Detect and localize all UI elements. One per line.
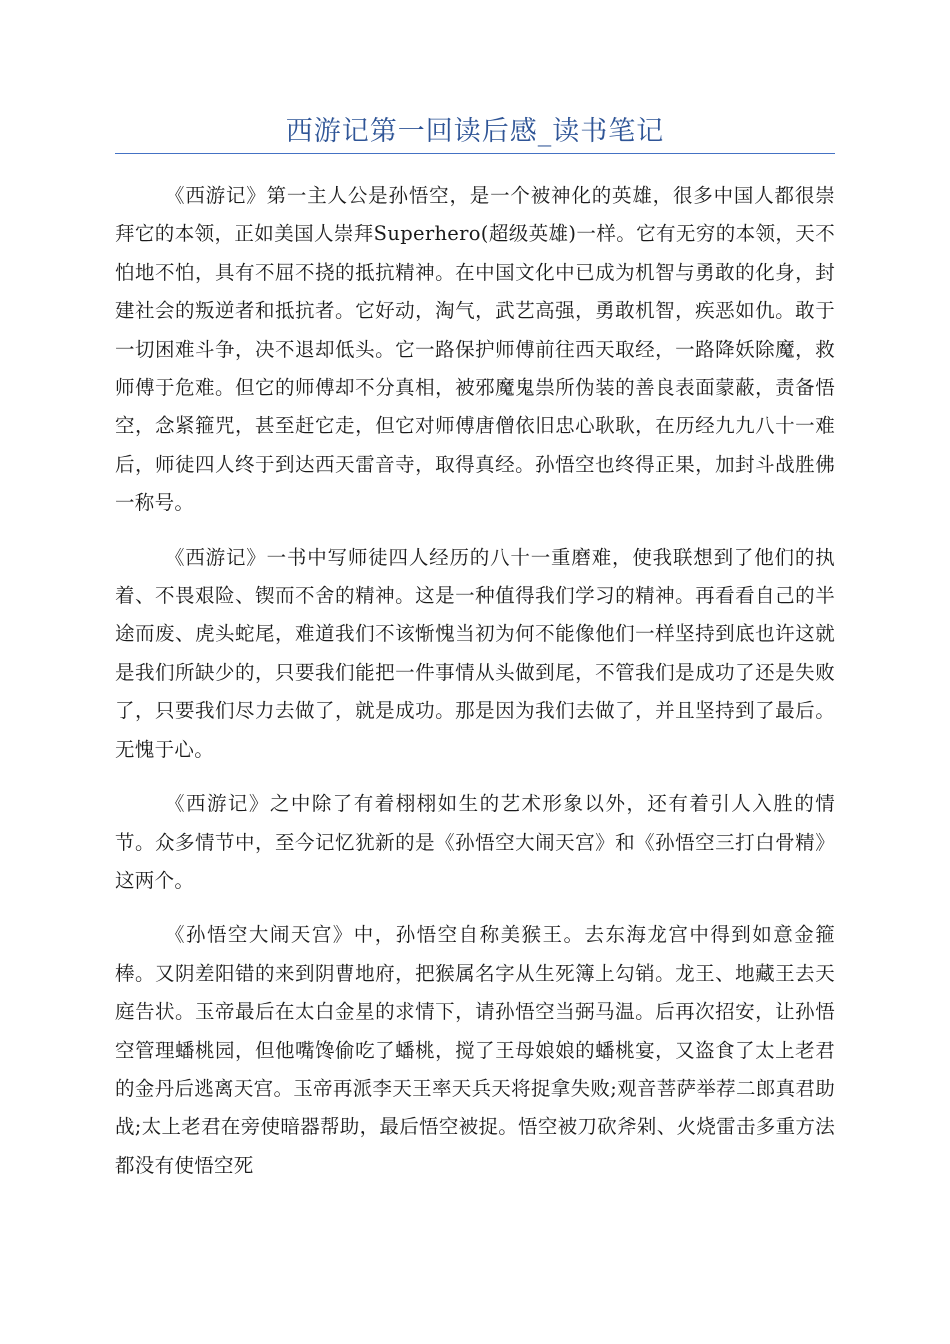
paragraph-1: 《西游记》第一主人公是孙悟空，是一个被神化的英雄，很多中国人都很崇拜它的本领，正如美国人崇拜Superhero(超级英雄)一样。它有无穷的本领，天不怕地不怕，具有不屈不挠的抵抗精神。在中国文化中已成为机智与勇敢的化身，封建社会的叛逆者和抵抗者。它好动，淘气，武艺高强，勇敢机智，疾恶如仇。敢于一切困难斗争，决不退却低头。它一路保护师傅前往西天取经，一路降妖除魔，救师傅于危难。但它的师傅却不分真相，被邪魔鬼祟所伪装的善良表面蒙蔽，责备悟空，念紧箍咒，甚至赶它走，但它对师傅唐僧依旧忠心耿耿，在历经九九八十一难后，师徒四人终于到达西天雷音寺，取得真经。孙悟空也终得正果，加封斗战胜佛一称号。	[115, 184, 835, 515]
document-body	[115, 177, 835, 1201]
document-title: 西游记第一回读后感_读书笔记	[285, 116, 665, 147]
title-underline-rule	[115, 153, 835, 154]
paragraph-3: 《西游记》之中除了有着栩栩如生的艺术形象以外，还有着引人入胜的情节。众多情节中，至今记忆犹新的是《孙悟空大闹天宫》和《孙悟空三打白骨精》这两个。	[115, 792, 835, 892]
paragraph-4: 《孙悟空大闹天宫》中，孙悟空自称美猴王。去东海龙宫中得到如意金箍棒。又阴差阳错的来到阴曹地府，把猴属名字从生死簿上勾销。龙王、地藏王去天庭告状。玉帝最后在太白金星的求情下，请孙悟空当弼马温。后再次招安，让孙悟空管理蟠桃园，但他嘴馋偷吃了蟠桃，搅了王母娘娘的蟠桃宴，又盗食了太上老君的金丹后逃离天宫。玉帝再派李天王率天兵天将捉拿失败;观音菩萨举荐二郎真君助战;太上老君在旁使暗器帮助，最后悟空被捉。悟空被刀砍斧剁、火烧雷击多重方法都没有使悟空死	[115, 923, 835, 1177]
paragraph-2: 《西游记》一书中写师徒四人经历的八十一重磨难，使我联想到了他们的执着、不畏艰险、锲而不舍的精神。这是一种值得我们学习的精神。再看看自己的半途而废、虎头蛇尾，难道我们不该惭愧当初为何不能像他们一样坚持到底也许这就是我们所缺少的，只要我们能把一件事情从头做到尾，不管我们是成功了还是失败了，只要我们尽力去做了，就是成功。那是因为我们去做了，并且坚持到了最后。无愧于心。	[115, 545, 835, 761]
